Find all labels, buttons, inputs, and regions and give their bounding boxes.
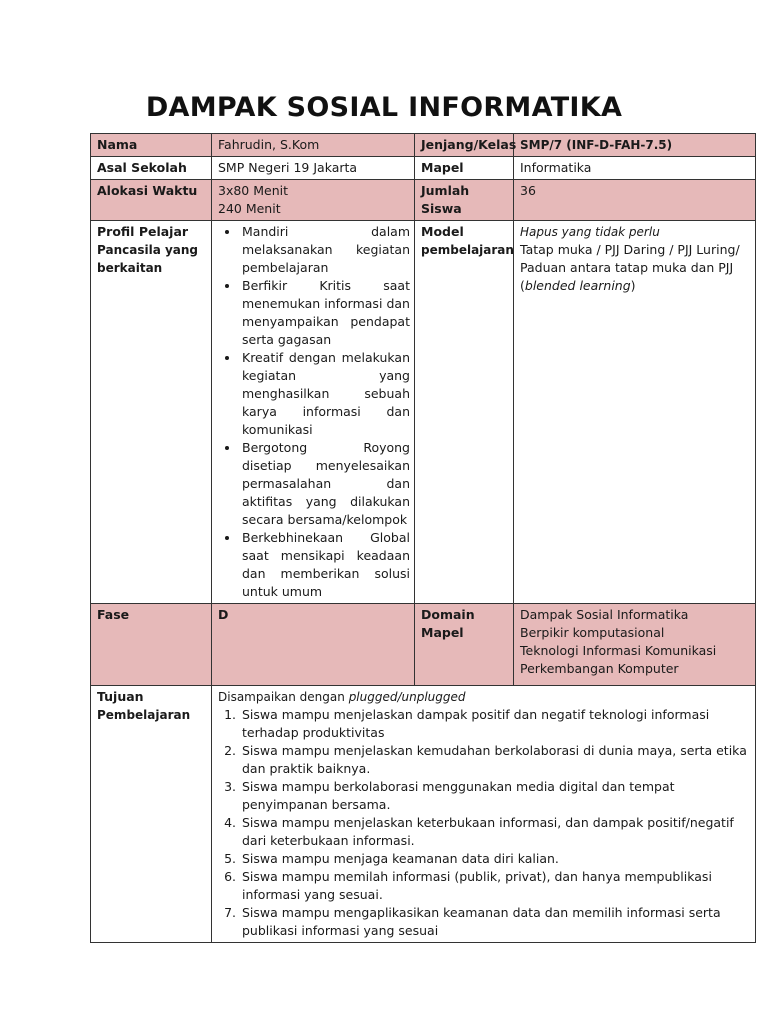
value-mapel: Informatika <box>514 157 756 180</box>
profil-list <box>214 223 410 601</box>
label-nama: Nama <box>91 134 212 157</box>
value-tujuan <box>212 686 756 943</box>
model-note: Hapus yang tidak perlu <box>520 225 660 239</box>
alokasi-line-1: 3x80 Menit <box>218 183 289 198</box>
tujuan-item: 3. Siswa mampu berkolaborasi menggunakan media digital dan tempat penyimpanan bersama. <box>240 778 749 814</box>
model-text-italic: blended learning <box>524 278 631 293</box>
label-domain <box>415 604 514 686</box>
profil-item: • Berfikir Kritis saat menemukan informasi dan menyampaikan pendapat serta gagasan <box>240 277 410 349</box>
row-sekolah <box>91 157 756 180</box>
tujuan-item: 6. Siswa mampu memilah informasi (publik, privat), dan hanya mempublikasi informasi yang sesuai. <box>240 868 749 904</box>
domain-item: Berpikir komputasional <box>520 625 665 640</box>
value-domain <box>514 604 756 686</box>
alokasi-line-2: 240 Menit <box>218 201 281 216</box>
tujuan-list <box>218 706 749 940</box>
tujuan-intro <box>218 688 749 706</box>
profil-item: • Berkebhinekaan Global saat mensikapi keadaan dan memberikan solusi untuk umum <box>240 529 410 601</box>
tujuan-item: 7. Siswa mampu mengaplikasikan keamanan data dan memilih informasi serta publikasi informasi yang sesuai <box>240 904 749 940</box>
profil-label-3: berkaitan <box>97 261 163 275</box>
label-jenjang: Jenjang/Kelas <box>415 134 514 157</box>
model-label-1: Model <box>421 224 464 239</box>
value-jenjang: SMP/7 (INF-D-FAH-7.5) <box>514 134 756 157</box>
model-text-close: ) <box>630 278 636 293</box>
model-text <box>520 241 749 295</box>
domain-label-2: Mapel <box>421 625 464 640</box>
value-alokasi <box>212 180 415 221</box>
profil-item: • Bergotong Royong disetiap menyelesaikan permasalahan dan aktifitas yang dilakukan secara bersama/kelompok <box>240 439 410 529</box>
profil-item: • Mandiri dalam melaksanakan kegiatan pembelajaran <box>240 223 410 277</box>
tujuan-item: 4. Siswa mampu menjelaskan keterbukaan informasi, dan dampak positif/negatif dari keterbukaan informasi. <box>240 814 749 850</box>
value-sekolah: SMP Negeri 19 Jakarta <box>212 157 415 180</box>
label-tujuan <box>91 686 212 943</box>
module-info-table <box>90 133 756 943</box>
label-profil <box>91 221 212 604</box>
row-tujuan <box>91 686 756 943</box>
label-jumlah-siswa: Jumlah Siswa <box>415 180 514 221</box>
tujuan-item: 5. Siswa mampu menjaga keamanan data diri kalian. <box>240 850 749 868</box>
tujuan-label-2: Pembelajaran <box>97 708 191 722</box>
label-sekolah: Asal Sekolah <box>91 157 212 180</box>
tujuan-item: 1. Siswa mampu menjelaskan dampak positif dan negatif teknologi informasi terhadap produktivitas <box>240 706 749 742</box>
label-model <box>415 221 514 604</box>
domain-item: Perkembangan Komputer <box>520 661 679 676</box>
row-alokasi <box>91 180 756 221</box>
label-alokasi: Alokasi Waktu <box>91 180 212 221</box>
model-label-2: pembelajaran <box>421 243 514 257</box>
label-mapel: Mapel <box>415 157 514 180</box>
profil-item: • Kreatif dengan melakukan kegiatan yang menghasilkan sebuah karya informasi dan komunikasi <box>240 349 410 439</box>
document-title: DAMPAK SOSIAL INFORMATIKA <box>145 92 623 123</box>
profil-label-2: Pancasila yang <box>97 243 199 257</box>
tujuan-intro-text: Disampaikan dengan <box>218 690 349 704</box>
value-fase: D <box>212 604 415 686</box>
row-fase <box>91 604 756 686</box>
tujuan-intro-italic: plugged/unplugged <box>348 690 466 704</box>
tujuan-label-1: Tujuan <box>97 689 144 704</box>
row-nama <box>91 134 756 157</box>
label-fase: Fase <box>91 604 212 686</box>
domain-item: Teknologi Informasi Komunikasi <box>520 643 717 658</box>
profil-label-1: Profil Pelajar <box>97 224 189 239</box>
value-jumlah-siswa: 36 <box>514 180 756 221</box>
model-text-main: Tatap muka / PJJ Daring / PJJ Luring/ Paduan antara tatap muka dan PJJ ( <box>520 242 740 293</box>
value-nama: Fahrudin, S.Kom <box>212 134 415 157</box>
domain-item: Dampak Sosial Informatika <box>520 607 689 622</box>
tujuan-item: 2. Siswa mampu menjelaskan kemudahan berkolaborasi di dunia maya, serta etika dan praktik baiknya. <box>240 742 749 778</box>
value-model <box>514 221 756 604</box>
row-profil <box>91 221 756 604</box>
value-profil <box>212 221 415 604</box>
domain-label-1: Domain <box>421 607 475 622</box>
